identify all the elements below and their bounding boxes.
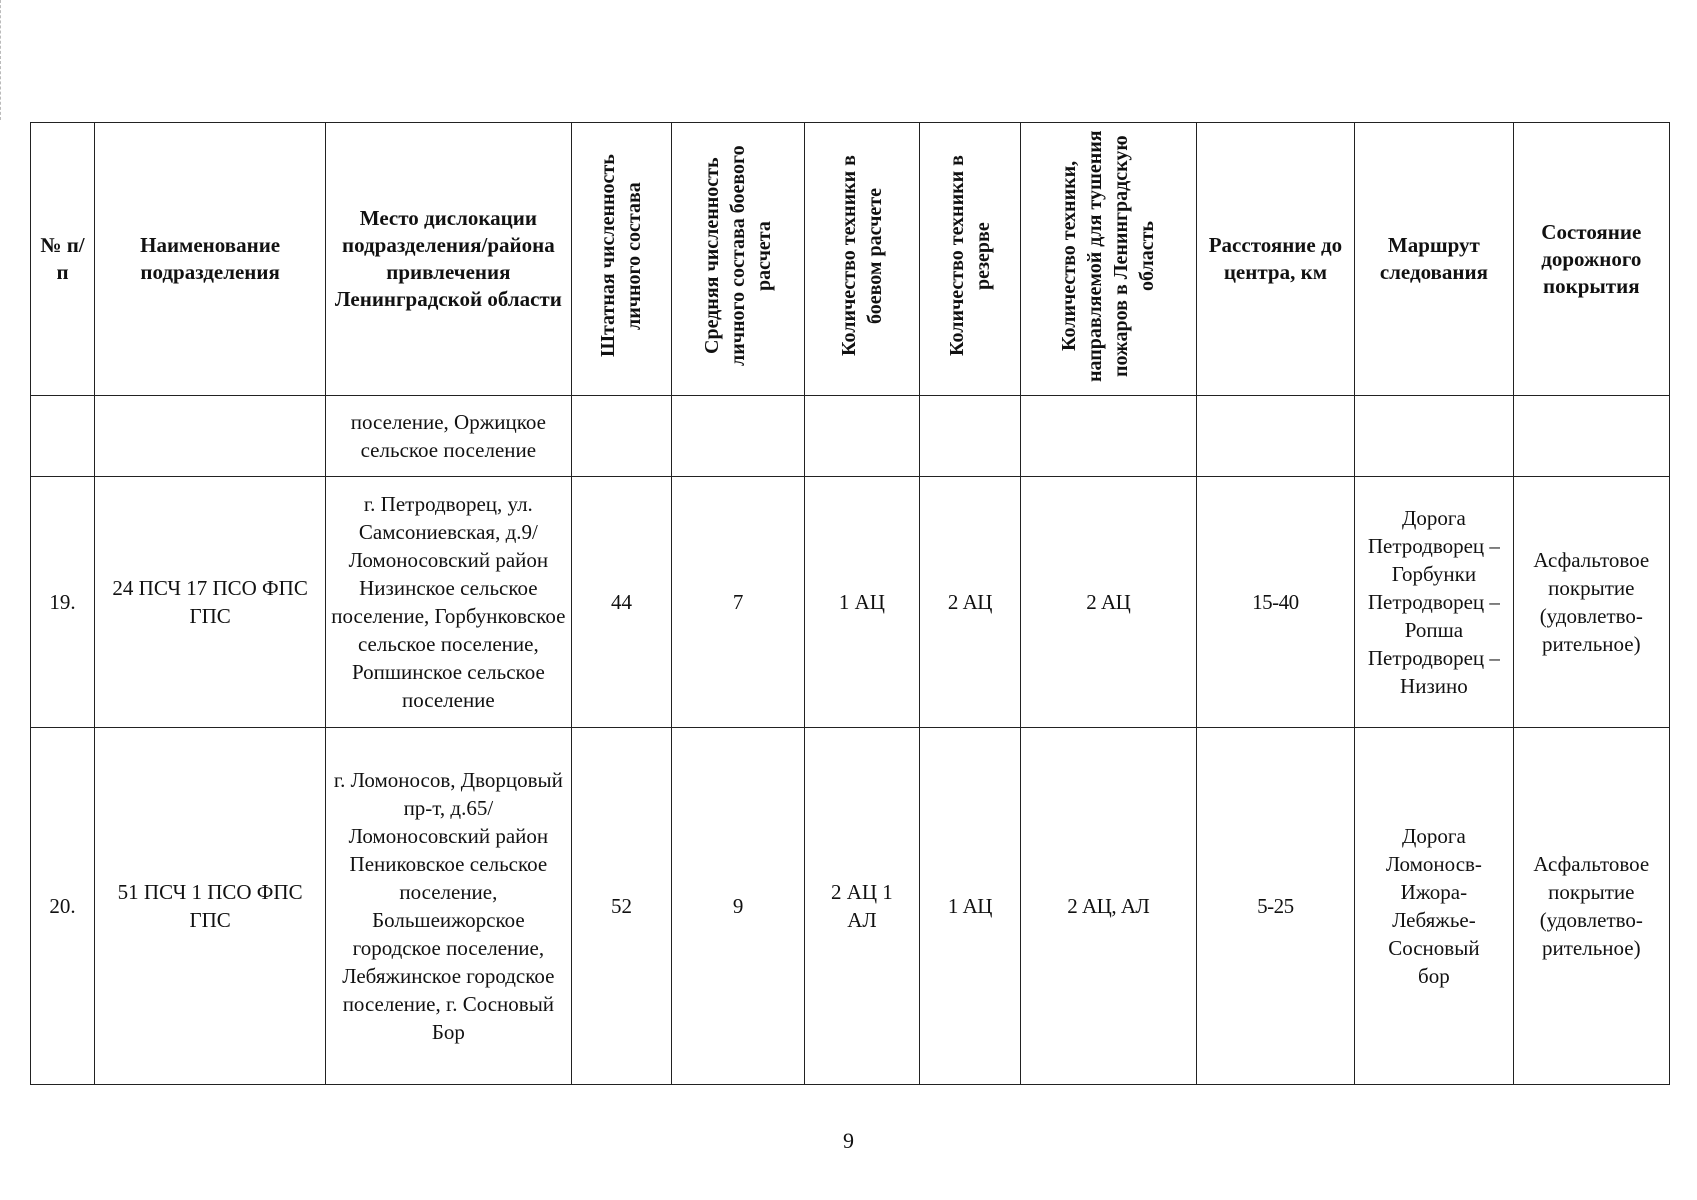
cell-staff: 52 [571,728,672,1085]
cell-num: 19. [31,477,95,728]
cell-num: 20. [31,728,95,1085]
cell-road: Асфальтовое покрытие (удовлетво-рительное) [1513,477,1669,728]
table-row [31,728,1670,1085]
cell-route: Дорога Петродворец – Горбунки Петродворец – Ропша Петродворец – Низино [1355,477,1513,728]
cell-distance: 5-25 [1196,728,1354,1085]
cell-road [1513,396,1669,477]
header-avg-staff: Средняя численность личного состава боевого расчета [701,145,776,366]
cell-equip-duty: 2 АЦ 1 АЛ [804,728,919,1085]
cell-avg-staff: 7 [672,477,804,728]
table-row [31,477,1670,728]
cell-equip-reserve [919,396,1020,477]
cell-equip-reserve: 1 АЦ [919,728,1020,1085]
header-avg-staff-cell [672,123,804,396]
fire-units-table [30,122,1670,1085]
cell-route [1355,396,1513,477]
header-equip-reserve: Количество техники в резерве [945,155,994,356]
cell-equip-sent: 2 АЦ [1020,477,1196,728]
header-equip-duty: Количество техники в боевом расчете [837,155,886,356]
cell-equip-reserve: 2 АЦ [919,477,1020,728]
cell-equip-sent: 2 АЦ, АЛ [1020,728,1196,1085]
cell-equip-duty [804,396,919,477]
header-row [31,123,1670,396]
cell-name: 51 ПСЧ 1 ПСО ФПС ГПС [95,728,326,1085]
header-staff-cell [571,123,672,396]
table-row [31,396,1670,477]
cell-equip-duty: 1 АЦ [804,477,919,728]
header-name: Наименование подразделения [95,123,326,396]
cell-location: г. Ломоносов, Дворцовый пр-т, д.65/ Ломоносовский район Пениковское сельское поселение, Большеижорское городское поселение, Лебяжинское городское поселение, г. Сосновый Бор [326,728,571,1085]
cell-route: Дорога Ломоносв-Ижора-Лебяжье-Сосновый бор [1355,728,1513,1085]
cell-avg-staff [672,396,804,477]
page-number: 9 [843,1128,854,1153]
cell-name: 24 ПСЧ 17 ПСО ФПС ГПС [95,477,326,728]
cell-distance [1196,396,1354,477]
cell-location: поселение, Оржицкое сельское поселение [326,396,571,477]
cell-avg-staff: 9 [672,728,804,1085]
cell-equip-sent [1020,396,1196,477]
cell-staff: 44 [571,477,672,728]
cell-num [31,396,95,477]
header-staff: Штатная численность личного состава [597,154,646,357]
cell-name [95,396,326,477]
header-equip-sent: Количество техники, направляемой для тушения пожаров в Ленинградскую область [1058,129,1159,382]
header-route: Маршрут следования [1355,123,1513,396]
header-equip-sent-cell [1020,123,1196,396]
cell-staff [571,396,672,477]
header-location: Место дислокации подразделения/района привлечения Ленинградской области [326,123,571,396]
header-equip-reserve-cell [919,123,1020,396]
scan-edge-marks [0,0,4,120]
cell-distance: 15-40 [1196,477,1354,728]
cell-road: Асфальтовое покрытие (удовлетво-рительное) [1513,728,1669,1085]
header-distance: Расстояние до центра, км [1196,123,1354,396]
header-road: Состояние дорожного покрытия [1513,123,1669,396]
cell-location: г. Петродворец, ул. Самсониевская, д.9/ Ломоносовский район Низинское сельское поселение, Горбунковское сельское поселение, Ропшинское сельское поселение [326,477,571,728]
header-num: № п/п [31,123,95,396]
header-equip-duty-cell [804,123,919,396]
